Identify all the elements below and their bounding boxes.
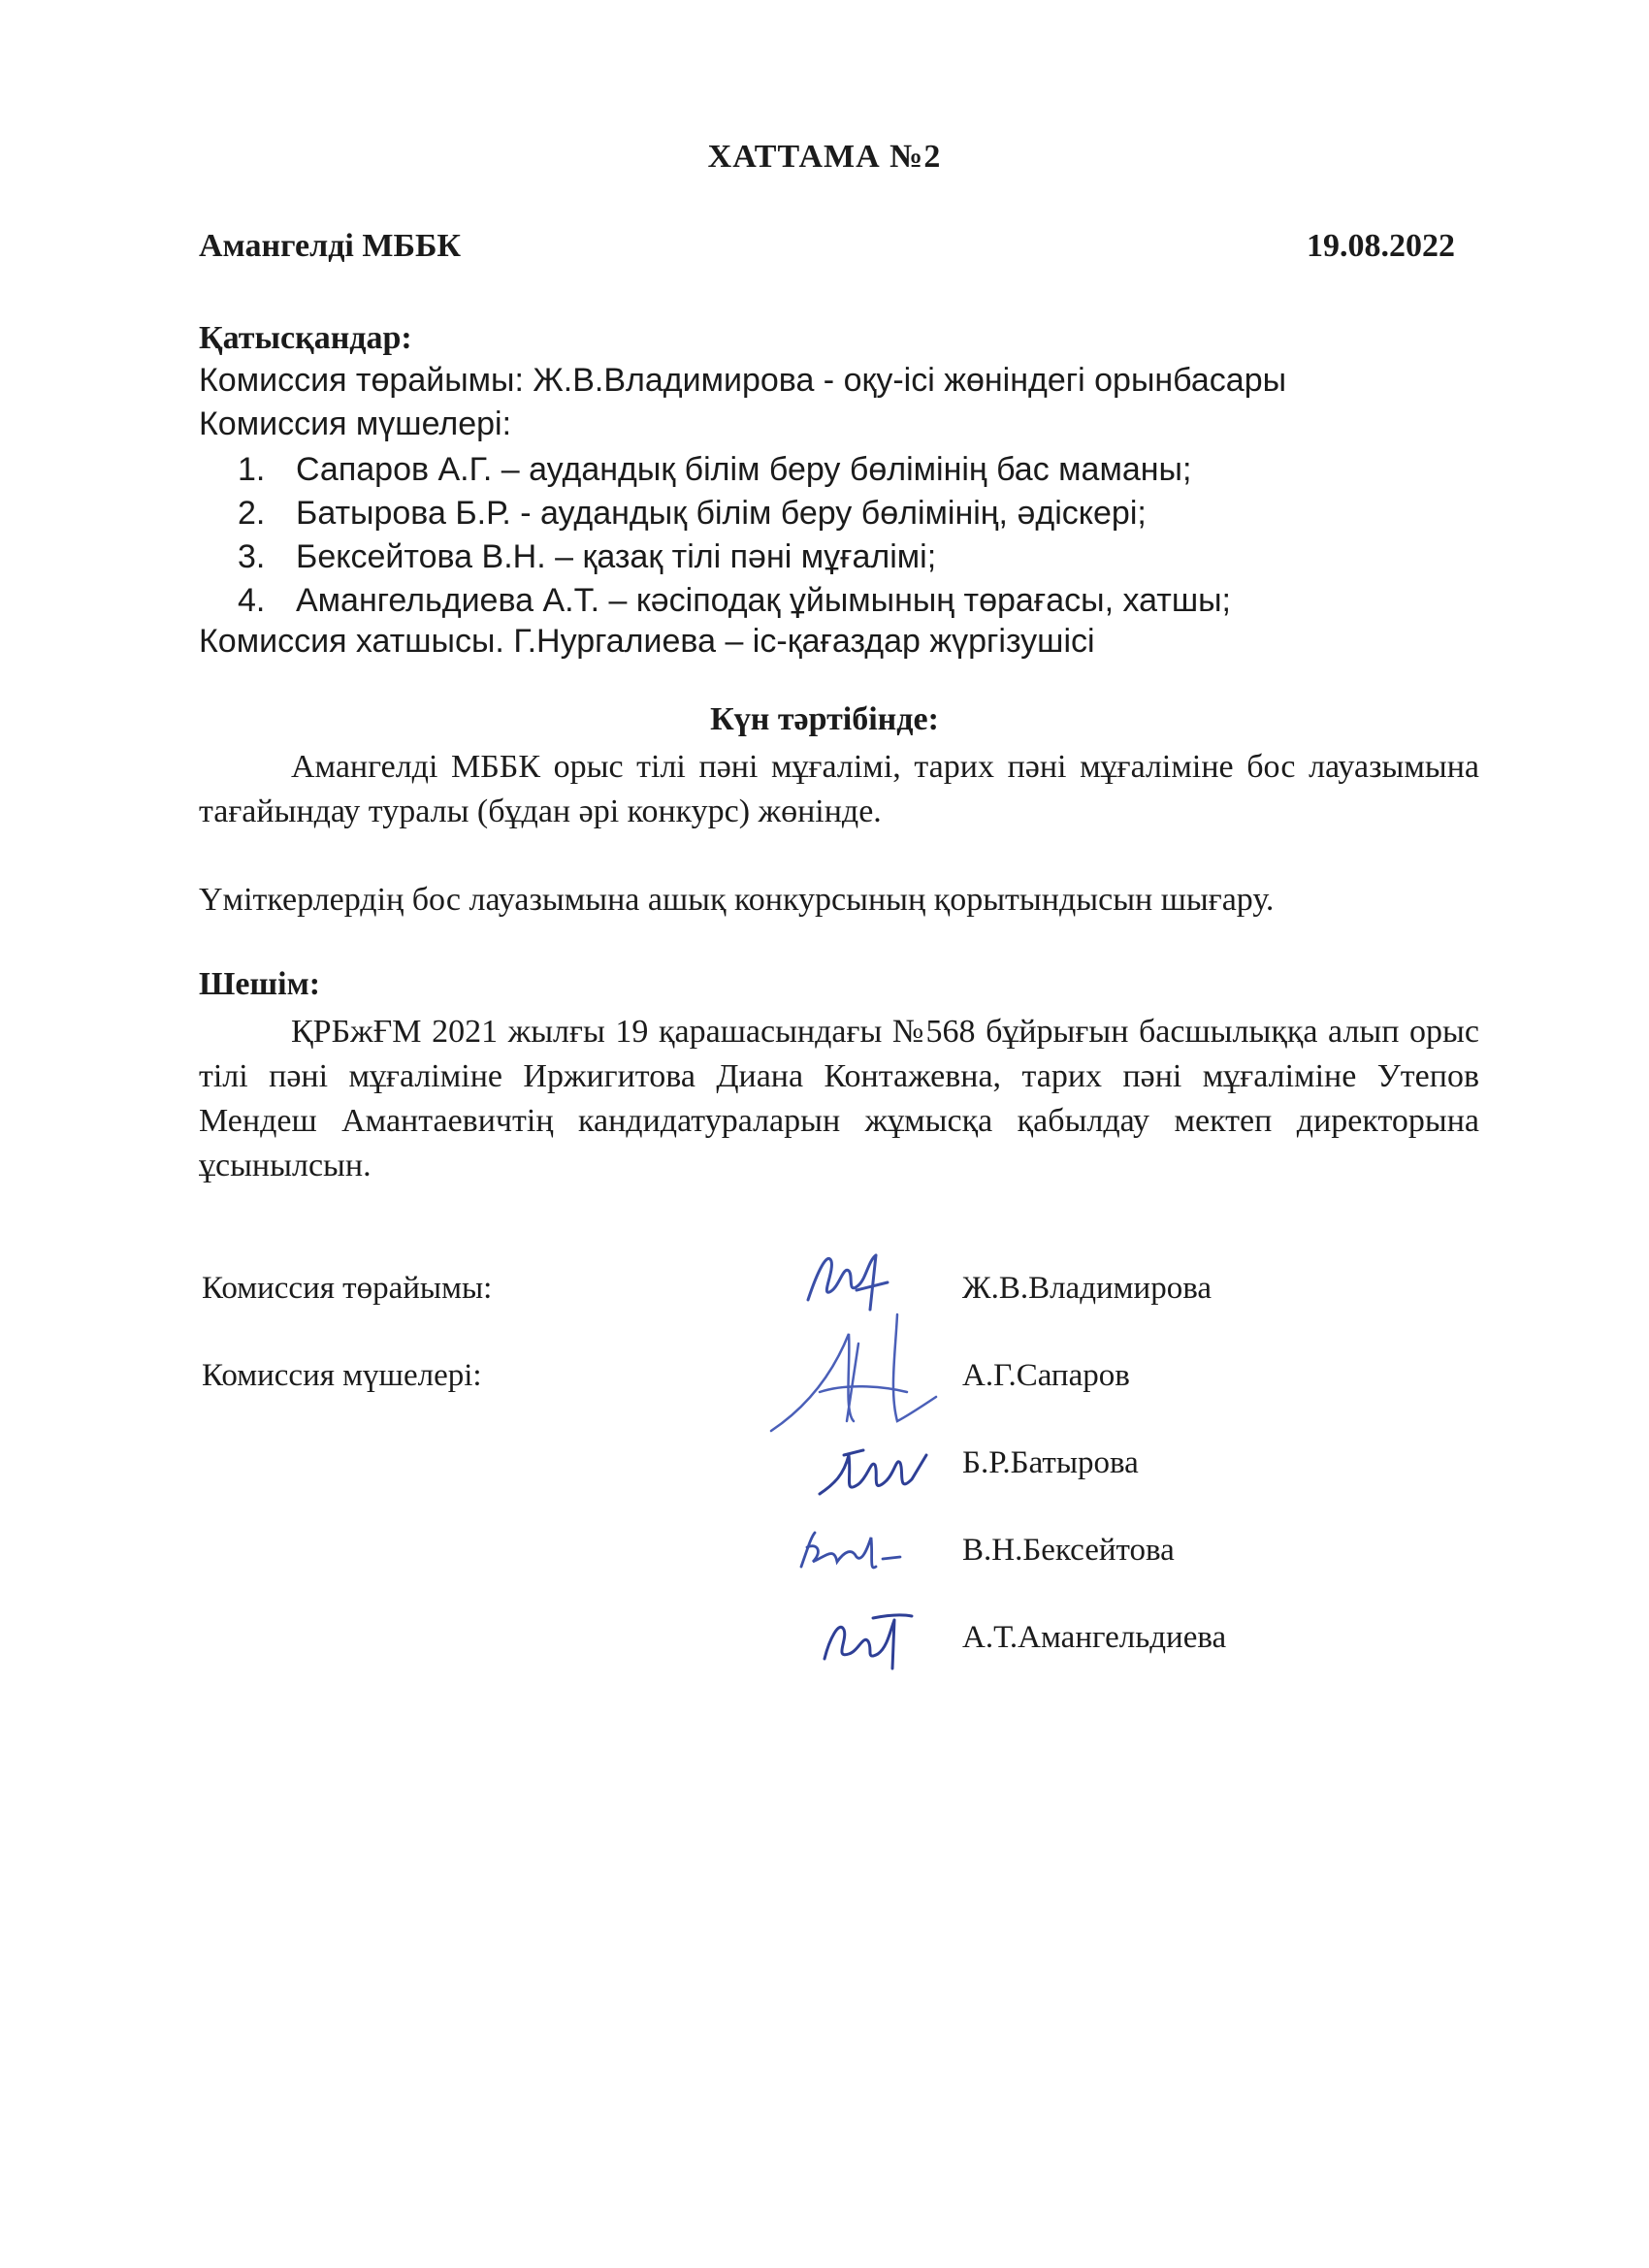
signature-scribble — [761, 1305, 946, 1450]
decision-paragraph: ҚРБжҒМ 2021 жылғы 19 қарашасындағы №568 бұйрығын басшылыққа алып орыс тілі пәні мұғаліміне Иржигитова Диана Контажевна, тарих пәні мұғаліміне Утепов Мендеш Амантаевичтің кандидатураларын жұмысқа қабылдау мектеп директорына ұсынылсын. — [199, 1014, 1479, 1183]
list-item — [238, 492, 1231, 535]
school-name: Амангелді МББК — [199, 228, 462, 264]
member-text: Амангельдиева А.Т. – кәсіподақ ұйымының төрағасы, хатшы; — [296, 582, 1231, 619]
summary-paragraph: Үміткерлердің бос лауазымына ашық конкурсының қорытындысын шығару. — [199, 882, 1275, 918]
commission-members-label: Комиссия мүшелері: — [199, 405, 512, 442]
list-number: 3. — [238, 538, 266, 575]
list-number: 4. — [238, 582, 266, 619]
signatory-name: А.Г.Сапаров — [962, 1358, 1130, 1393]
commission-chair-line: Комиссия төрайымы: Ж.В.Владимирова - оқу-ісі жөніндегі орынбасары — [199, 362, 1287, 399]
agenda-paragraph: Амангелді МББК орыс тілі пәні мұғалімі, тарих пәні мұғаліміне бос лауазымына тағайындау туралы (бұдан әрі конкурс) жөнінде. — [199, 749, 1479, 829]
list-number: 2. — [238, 495, 266, 532]
members-list — [238, 448, 1231, 623]
signatory-name: В.Н.Бексейтова — [962, 1533, 1175, 1568]
signatory-name: Ж.В.Владимирова — [962, 1271, 1212, 1306]
participants-heading: Қатысқандар: — [199, 320, 412, 356]
members-signature-label: Комиссия мүшелері: — [202, 1358, 482, 1393]
member-text: Бексейтова В.Н. – қазақ тілі пәні мұғалімі; — [296, 538, 937, 575]
list-item — [238, 448, 1231, 492]
commission-secretary-line: Комиссия хатшысы. Г.Нургалиева – іс-қағаздар жүргізушісі — [199, 623, 1095, 660]
agenda-heading: Күн тәртібінде: — [710, 701, 939, 737]
signatory-name: Б.Р.Батырова — [962, 1445, 1139, 1480]
member-text: Батырова Б.Р. - аудандық білім беру бөлімінің, әдіскері; — [296, 495, 1147, 532]
decision-heading: Шешім: — [199, 966, 321, 1002]
chair-signature-label: Комиссия төрайымы: — [202, 1271, 493, 1306]
list-number: 1. — [238, 451, 266, 488]
document-date: 19.08.2022 — [1307, 228, 1455, 264]
signatory-name: А.Т.Амангельдиева — [962, 1620, 1227, 1655]
signature-scribble — [815, 1436, 931, 1513]
list-item — [238, 579, 1231, 623]
member-text: Сапаров А.Г. – аудандық білім беру бөлімінің бас маманы; — [296, 451, 1192, 488]
document-title: ХАТТАМА №2 — [707, 139, 942, 175]
signature-scribble — [793, 1518, 910, 1586]
signature-scribble — [815, 1601, 922, 1678]
list-item — [238, 535, 1231, 579]
